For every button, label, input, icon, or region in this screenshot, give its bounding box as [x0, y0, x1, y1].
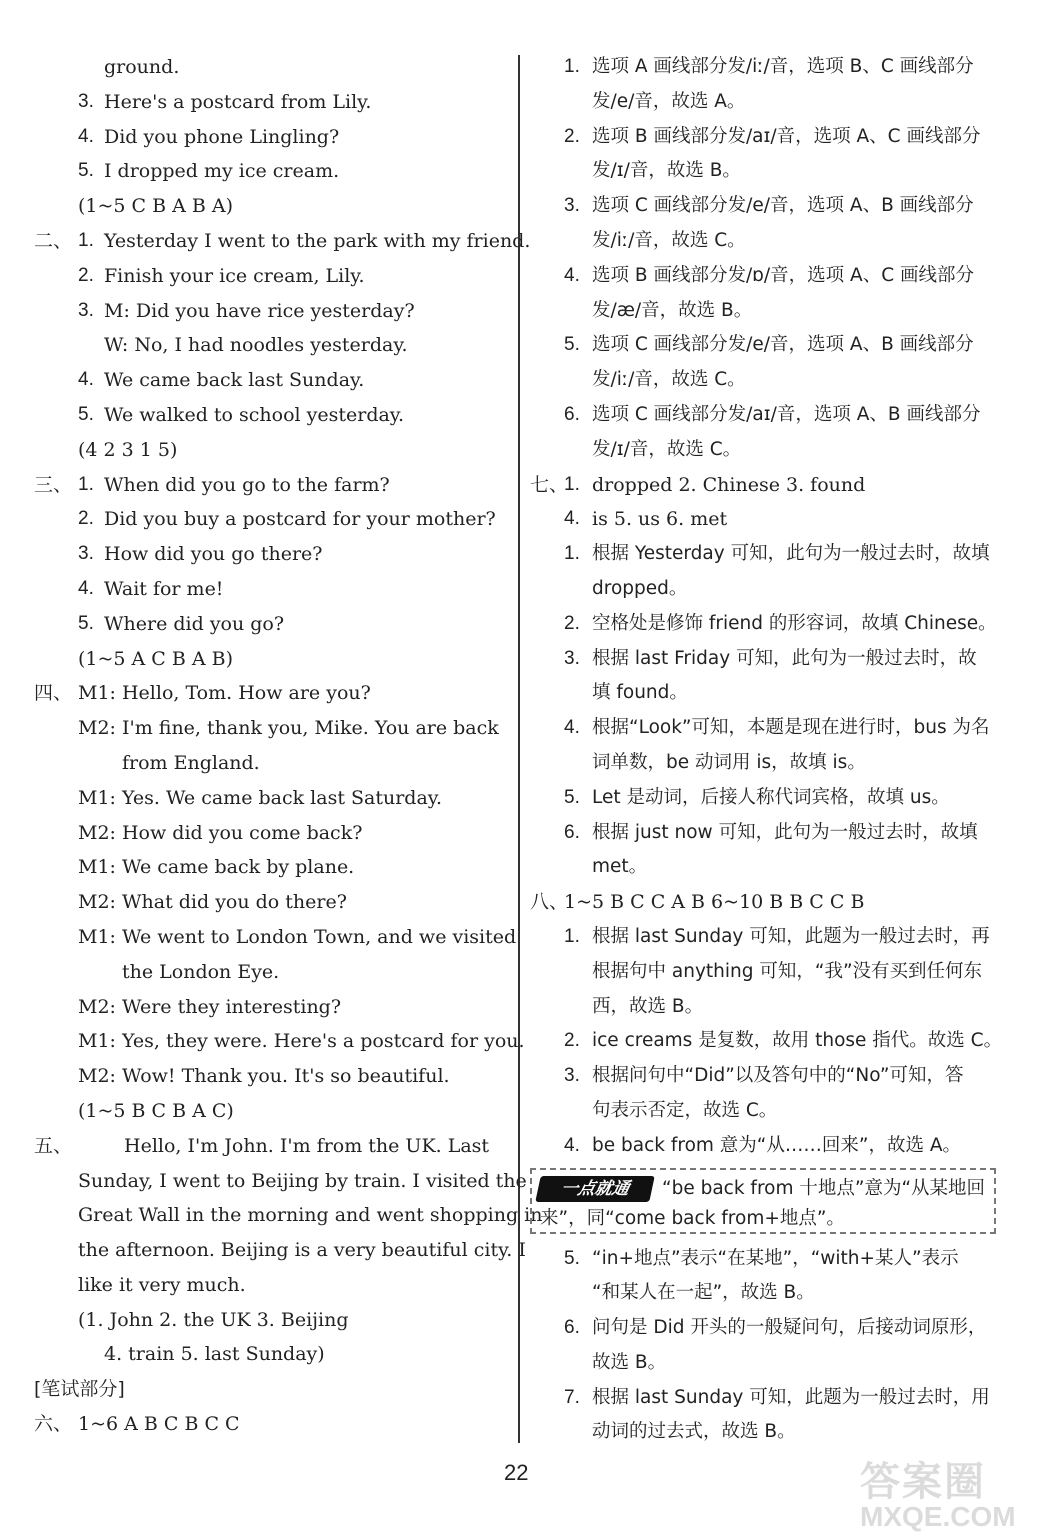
- text-line: [530, 676, 1010, 711]
- section-marker: 六、: [34, 1413, 73, 1436]
- item-number: 2.: [564, 1030, 580, 1052]
- text-line: [34, 572, 514, 607]
- text-line: [530, 607, 1010, 642]
- text-line: [34, 1024, 525, 1059]
- text-line: [34, 502, 514, 537]
- page-number: 22: [504, 1460, 529, 1485]
- item-text: How did you go there?: [104, 543, 323, 566]
- item-text: When did you go to the farm?: [104, 473, 390, 496]
- item-text: 填 found。: [592, 682, 688, 704]
- item-text: Hello, I'm John. I'm from the UK. Last: [124, 1134, 490, 1157]
- item-text: 发/ɪ/音，故选 B。: [592, 160, 741, 182]
- text-line: [34, 433, 514, 468]
- item-number: 4.: [564, 1134, 580, 1156]
- item-text: Let 是动词，后接人称代词宾格，故填 us。: [592, 786, 950, 808]
- item-text: dropped 2. Chinese 3. found: [592, 473, 866, 496]
- tip-text: 来”，同“come back from+地点”。: [540, 1207, 845, 1229]
- item-number: 6.: [564, 1317, 580, 1339]
- text-line: [530, 1346, 1010, 1381]
- text-line: [530, 1024, 1010, 1059]
- item-number: 1.: [564, 925, 580, 947]
- item-number: 5.: [78, 403, 94, 425]
- text-line: [530, 642, 1010, 677]
- text-line: [530, 294, 1010, 329]
- item-text: 故选 B。: [592, 1351, 667, 1373]
- item-text: 选项 B 画线部分发/aɪ/音，选项 A、C 画线部分: [592, 125, 981, 147]
- text-line: [34, 294, 514, 329]
- item-text: (1~5 A C B A B): [78, 647, 234, 670]
- item-text: M1: We came back by plane.: [78, 856, 355, 879]
- text-line: [530, 398, 1010, 433]
- item-number: 1.: [564, 56, 580, 77]
- text-line: [530, 1242, 1010, 1277]
- item-text: 词单数，be 动词用 is，故填 is。: [592, 751, 866, 773]
- item-text: Sunday, I went to Beijing by train. I visited the: [78, 1169, 527, 1192]
- left-column: [34, 50, 543, 1442]
- text-line: [34, 120, 514, 155]
- item-number: 2.: [78, 508, 94, 530]
- text-line: [530, 711, 1010, 746]
- item-text: 空格处是修饰 friend 的形容词，故填 Chinese。: [592, 612, 997, 634]
- text-line: [530, 154, 1010, 189]
- item-text: “in+地点”表示“在某地”，“with+某人”表示: [592, 1247, 959, 1269]
- text-line: [530, 885, 1010, 920]
- item-number: 4.: [564, 717, 580, 739]
- item-text: Yesterday I went to the park with my friend.: [104, 229, 531, 252]
- text-line: [34, 398, 514, 433]
- item-number: 4.: [564, 508, 580, 530]
- text-line: [34, 1303, 514, 1338]
- text-line: [530, 120, 1010, 155]
- item-text: be back from 意为“从……回来”，故选 A。: [592, 1134, 961, 1156]
- text-line: [530, 328, 1010, 363]
- item-number: 2.: [564, 612, 580, 634]
- item-text: 西，故选 B。: [592, 995, 704, 1017]
- text-line: [34, 816, 514, 851]
- right-column: [530, 50, 1010, 1450]
- item-number: 5.: [78, 612, 94, 634]
- item-text: 根据“Look”可知，本题是现在进行时，bus 为名: [592, 717, 990, 739]
- item-number: 3.: [78, 543, 94, 565]
- item-text: Wait for me!: [104, 577, 224, 600]
- item-text: (1~5 B C B A C): [78, 1099, 234, 1122]
- text-line: [530, 50, 1010, 85]
- item-text: Did you buy a postcard for your mother?: [104, 508, 496, 531]
- item-text: We walked to school yesterday.: [104, 403, 405, 426]
- item-text: 1~6 A B C B C C: [78, 1413, 240, 1436]
- item-number: 1.: [564, 543, 580, 565]
- item-text: 根据 last Friday 可知，此句为一般过去时，故: [592, 647, 977, 669]
- text-line: [34, 920, 517, 955]
- item-text: I dropped my ice cream.: [104, 160, 340, 183]
- item-text: 选项 B 画线部分发/ɒ/音，选项 A、C 画线部分: [592, 264, 974, 286]
- item-text: 选项 A 画线部分发/iː/音，选项 B、C 画线部分: [592, 56, 974, 77]
- item-text: M1: Hello, Tom. How are you?: [78, 682, 371, 705]
- item-text: W: No, I had noodles yesterday.: [104, 334, 408, 357]
- text-line: [34, 1198, 543, 1233]
- text-line: [530, 1415, 1010, 1450]
- item-number: 4.: [78, 125, 94, 147]
- item-text: ice creams 是复数，故用 those 指代。故选 C。: [592, 1030, 1003, 1052]
- item-text: Finish your ice cream, Lily.: [104, 264, 365, 287]
- text-line: [34, 746, 514, 781]
- text-line: [34, 1164, 527, 1199]
- item-number: 5.: [78, 160, 94, 182]
- section-heading: [笔试部分]: [34, 1378, 125, 1401]
- item-text: ground.: [104, 56, 180, 78]
- text-line: [530, 1059, 1010, 1094]
- item-text: the afternoon. Beijing is a very beautiful city. I: [78, 1239, 526, 1262]
- text-line: [34, 189, 514, 224]
- item-text: like it very much.: [78, 1273, 246, 1296]
- item-text: dropped。: [592, 577, 688, 599]
- text-line: [530, 468, 1010, 503]
- item-text: 发/iː/音，故选 C。: [592, 369, 746, 391]
- text-line: [530, 1311, 1010, 1346]
- item-number: 1.: [78, 473, 94, 495]
- text-line: [530, 224, 1010, 259]
- section-marker: 八、: [530, 891, 569, 914]
- item-number: 6.: [564, 403, 580, 425]
- text-line: [530, 990, 1010, 1025]
- item-text: 发/iː/音，故选 C。: [592, 229, 746, 251]
- item-number: 3.: [564, 1065, 580, 1087]
- text-line: [530, 955, 1010, 990]
- text-line: [530, 259, 1010, 294]
- item-text: M: Did you have rice yesterday?: [104, 299, 415, 322]
- item-text: 根据 just now 可知，此句为一般过去时，故填: [592, 821, 978, 843]
- text-line: [34, 85, 514, 120]
- item-number: 6.: [564, 821, 580, 843]
- text-line: [34, 607, 514, 642]
- item-text: M2: I'm fine, thank you, Mike. You are back: [78, 717, 499, 740]
- item-text: “和某人在一起”，故选 B。: [592, 1282, 815, 1304]
- item-text: 发/e/音，故选 A。: [592, 90, 746, 112]
- text-line: [34, 955, 514, 990]
- item-number: 3.: [564, 195, 580, 217]
- item-text: M1: Yes. We came back last Saturday.: [78, 786, 443, 809]
- text-line: [34, 990, 514, 1025]
- item-text: M1: Yes, they were. Here's a postcard for you.: [78, 1030, 525, 1053]
- item-text: 句表示否定，故选 C。: [592, 1099, 778, 1121]
- item-text: 动词的过去式，故选 B。: [592, 1421, 796, 1443]
- item-text: M2: What did you do there?: [78, 891, 347, 914]
- item-text: is 5. us 6. met: [592, 508, 728, 531]
- tip-box: [530, 1168, 996, 1234]
- text-line: [530, 502, 1010, 537]
- section-marker: 三、: [34, 473, 73, 496]
- watermark-url: MXQE.COM: [860, 1501, 1016, 1532]
- section-marker: 五、: [34, 1134, 73, 1157]
- text-line: [34, 1233, 526, 1268]
- item-text: 根据句中 anything 可知，“我”没有买到任何东: [592, 960, 983, 982]
- text-line: [34, 642, 514, 677]
- text-line: [34, 1129, 514, 1164]
- text-line: [34, 1407, 514, 1442]
- item-number: 2.: [78, 264, 94, 286]
- text-line: [34, 1094, 514, 1129]
- section-marker: 七、: [530, 473, 569, 496]
- text-line: [34, 537, 514, 572]
- text-line: [34, 1337, 514, 1372]
- item-text: 1~5 B C C A B 6~10 B B C C B: [564, 891, 865, 914]
- text-line: [530, 781, 1010, 816]
- text-line: [34, 363, 514, 398]
- section-marker: 二、: [34, 229, 73, 252]
- tip-text: “be back from 十地点”意为“从某地回: [662, 1177, 986, 1199]
- item-number: 2.: [564, 125, 580, 147]
- watermark-text: 答案圈: [860, 1459, 986, 1505]
- text-line: [34, 468, 514, 503]
- text-line: [34, 850, 514, 885]
- item-text: 根据 Yesterday 可知，此句为一般过去时，故填: [592, 543, 990, 565]
- item-text: 根据 last Sunday 可知，此题为一般过去时，用: [592, 1386, 990, 1408]
- text-line: [530, 920, 1010, 955]
- item-number: 4.: [78, 577, 94, 599]
- text-line: [530, 363, 1010, 398]
- item-number: 3.: [78, 299, 94, 321]
- text-line: [34, 1268, 514, 1303]
- item-text: Did you phone Lingling?: [104, 125, 340, 148]
- item-text: Where did you go?: [104, 612, 285, 635]
- item-text: met。: [592, 856, 648, 878]
- item-text: M2: Wow! Thank you. It's so beautiful.: [78, 1065, 450, 1088]
- item-text: from England.: [122, 751, 260, 774]
- item-text: Here's a postcard from Lily.: [104, 90, 372, 113]
- text-line: [530, 746, 1010, 781]
- text-line: [34, 885, 514, 920]
- text-line: [530, 1094, 1010, 1129]
- text-line: [530, 1381, 1010, 1416]
- item-number: 3.: [78, 90, 94, 112]
- item-number: 4.: [78, 369, 94, 391]
- text-line: [34, 781, 514, 816]
- text-line: [34, 1372, 514, 1407]
- text-line: [34, 50, 514, 85]
- text-line: [34, 676, 514, 711]
- item-text: M2: How did you come back?: [78, 821, 363, 844]
- item-text: Great Wall in the morning and went shopping in: [78, 1204, 543, 1227]
- item-text: 选项 C 画线部分发/e/音，选项 A、B 画线部分: [592, 195, 974, 217]
- text-line: [530, 537, 1010, 572]
- text-line: [530, 850, 1010, 885]
- tip-label: 一点就通: [535, 1176, 655, 1202]
- text-line: [34, 224, 531, 259]
- text-line: [530, 572, 1010, 607]
- item-text: (1~5 C B A B A): [78, 195, 234, 218]
- item-number: 7.: [564, 1386, 580, 1408]
- item-text: 4. train 5. last Sunday): [104, 1343, 325, 1366]
- text-line: [530, 816, 1010, 851]
- item-number: 4.: [564, 264, 580, 286]
- item-text: 选项 C 画线部分发/aɪ/音，选项 A、B 画线部分: [592, 403, 981, 425]
- item-text: M2: Were they interesting?: [78, 995, 342, 1018]
- item-number: 5.: [564, 334, 580, 356]
- item-number: 1.: [78, 229, 94, 251]
- item-number: 3.: [564, 647, 580, 669]
- item-number: 5.: [564, 786, 580, 808]
- item-text: the London Eye.: [122, 960, 280, 983]
- text-line: [34, 328, 514, 363]
- item-text: 问句是 Did 开头的一般疑问句，后接动词原形，: [592, 1317, 987, 1339]
- item-text: 选项 C 画线部分发/e/音，选项 A、B 画线部分: [592, 334, 974, 356]
- item-text: 发/æ/音，故选 B。: [592, 299, 753, 321]
- text-line: [530, 189, 1010, 224]
- item-text: M1: We went to London Town, and we visited: [78, 925, 517, 948]
- item-text: (4 2 3 1 5): [78, 438, 178, 461]
- item-text: (1. John 2. the UK 3. Beijing: [78, 1308, 349, 1331]
- text-line: [530, 1129, 1010, 1164]
- text-line: [34, 1059, 514, 1094]
- item-number: 5.: [564, 1247, 580, 1269]
- text-line: [34, 259, 514, 294]
- item-number: 1.: [564, 473, 580, 495]
- text-line: [530, 85, 1010, 120]
- text-line: [530, 1276, 1010, 1311]
- text-line: [34, 711, 514, 746]
- item-text: 根据问句中“Did”以及答句中的“No”可知，答: [592, 1065, 964, 1087]
- item-text: 发/ɪ/音，故选 C。: [592, 438, 742, 460]
- text-line: [34, 154, 514, 189]
- watermark-logo: [860, 1450, 1030, 1530]
- text-line: [530, 433, 1010, 468]
- item-text: We came back last Sunday.: [104, 369, 365, 392]
- item-text: 根据 last Sunday 可知，此题为一般过去时，再: [592, 925, 990, 947]
- section-marker: 四、: [34, 682, 73, 705]
